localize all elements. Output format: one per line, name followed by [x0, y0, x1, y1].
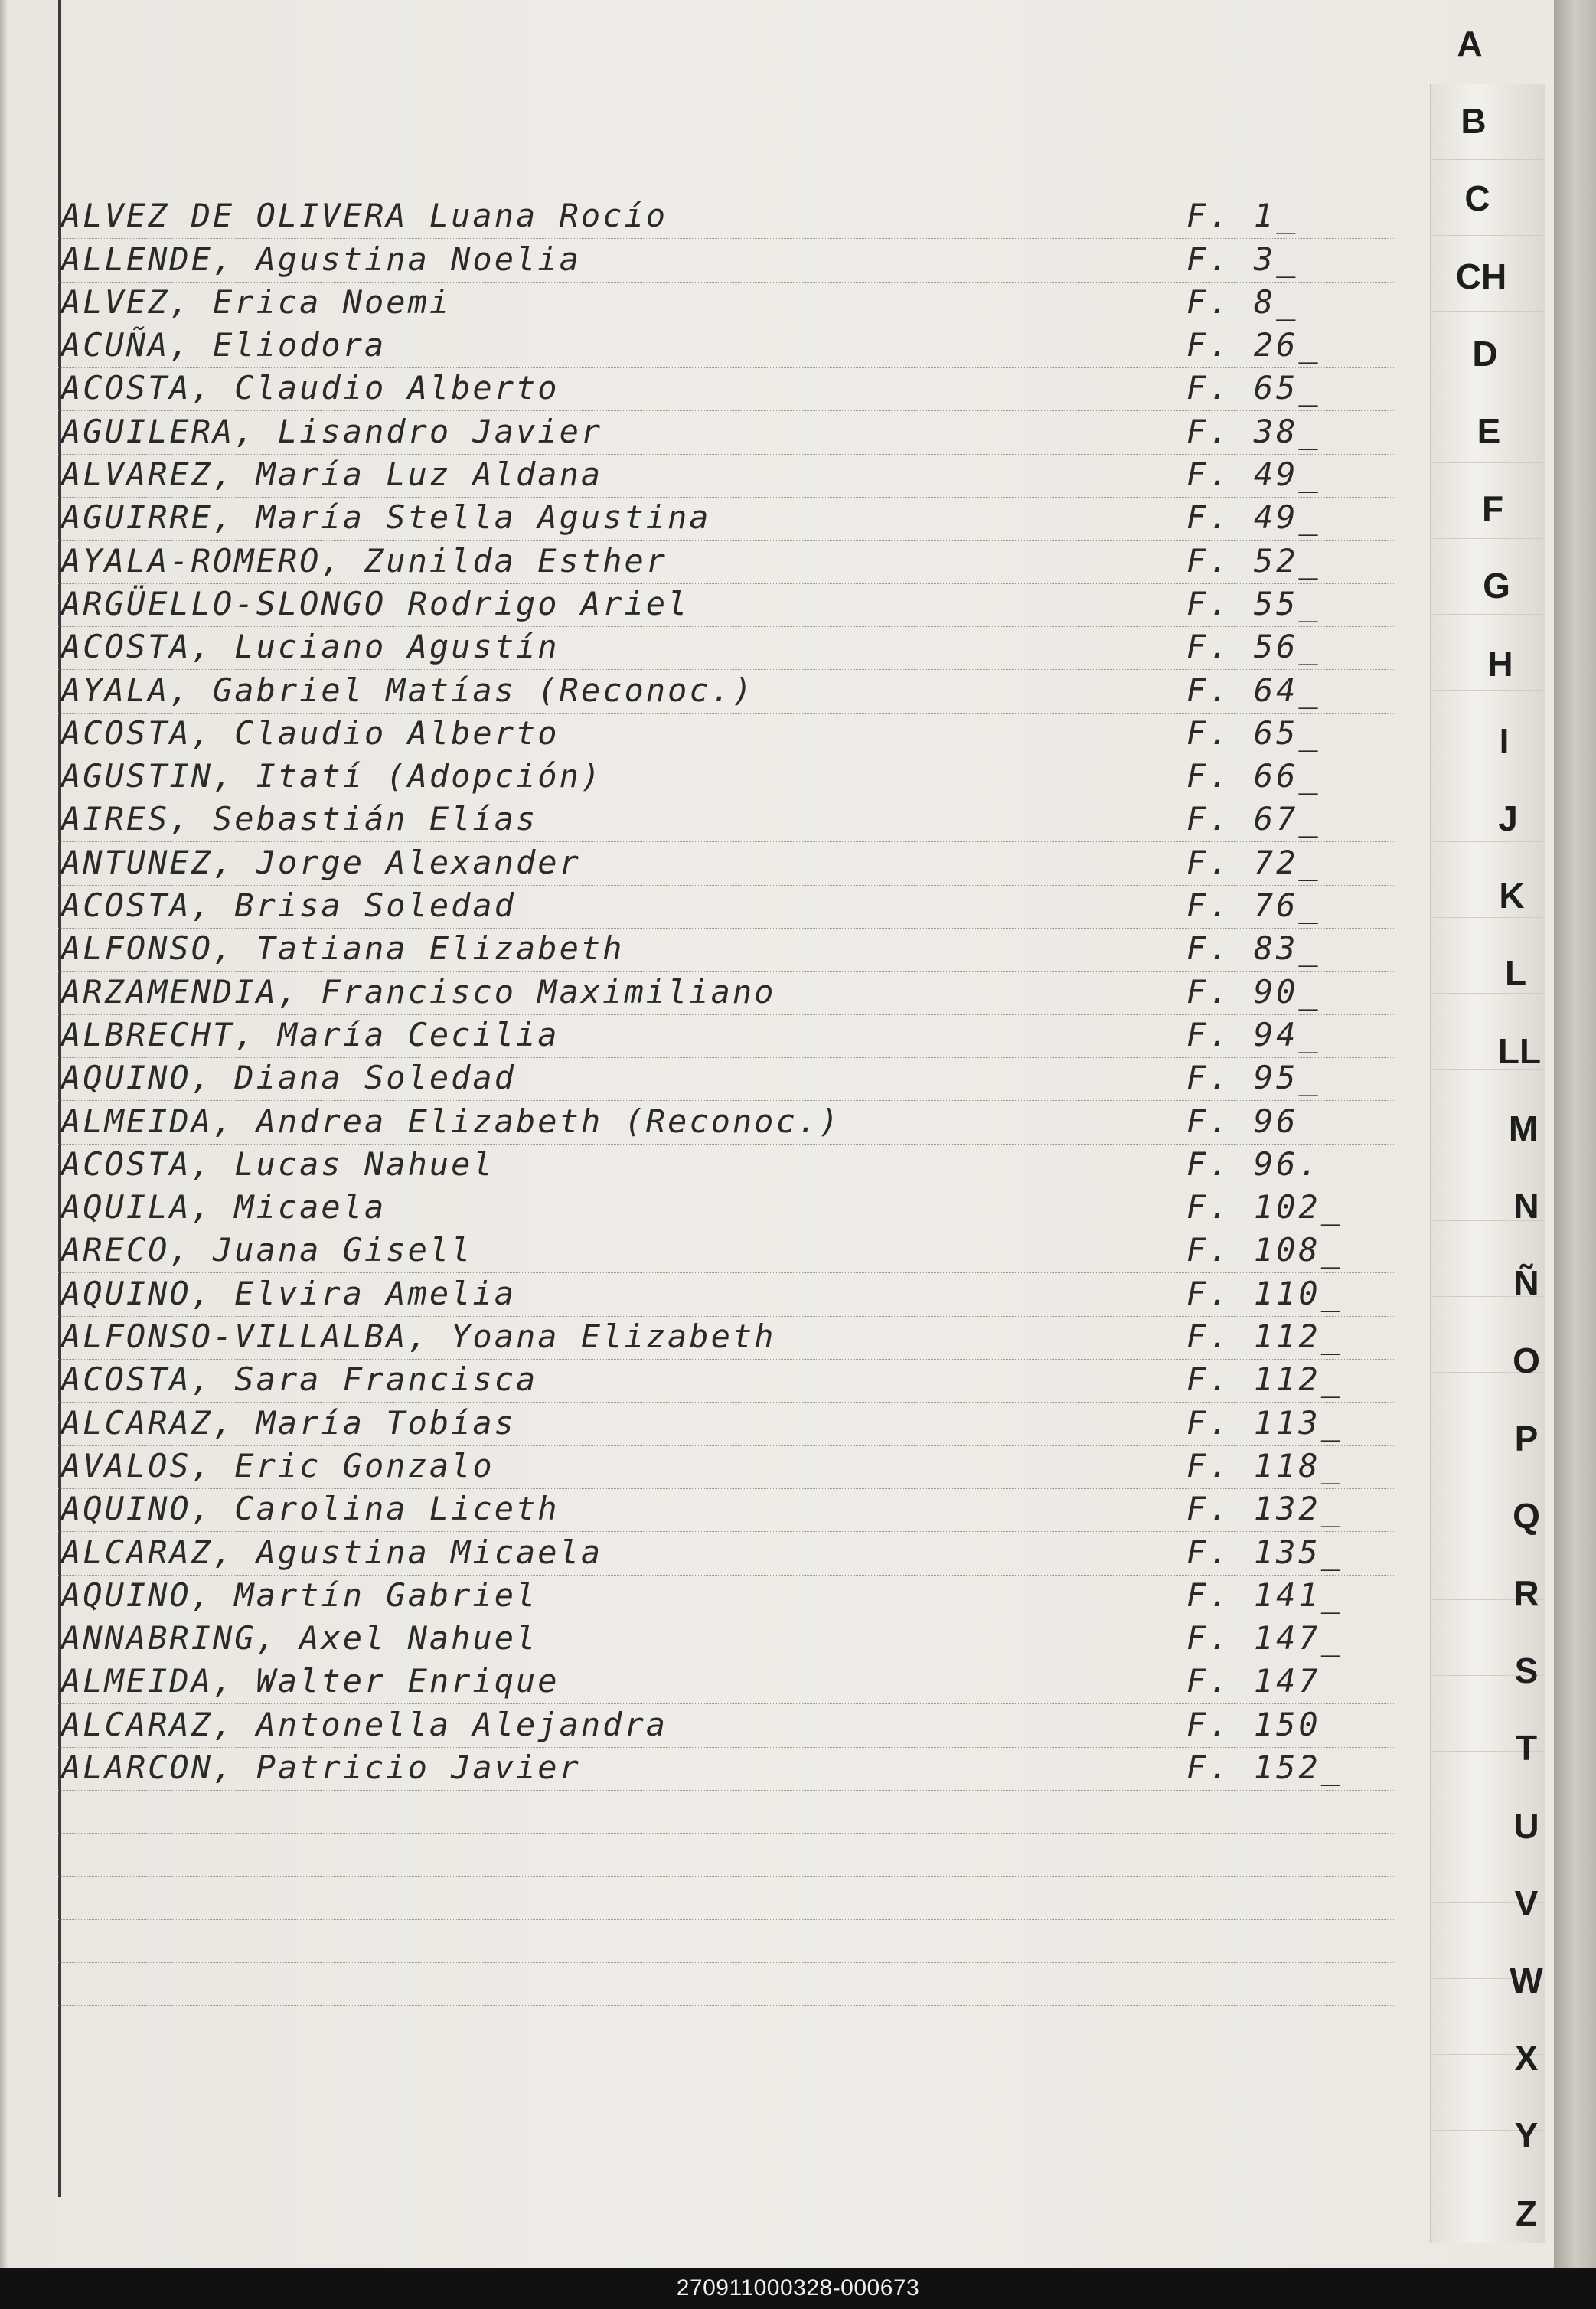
entry-name: ALFONSO, Tatiana Elizabeth: [61, 929, 625, 968]
entry-folio: F. 152_: [1186, 1748, 1344, 1786]
ledger-entry: [54, 1360, 1401, 1403]
entry-name: ALMEIDA, Walter Enrique: [61, 1662, 560, 1700]
index-tab-g[interactable]: G: [1483, 566, 1510, 606]
entry-name: ALARCON, Patricio Javier: [61, 1748, 581, 1786]
index-tab-m[interactable]: M: [1508, 1108, 1539, 1148]
index-tab-t[interactable]: T: [1515, 1728, 1538, 1768]
ledger-entry: [54, 886, 1401, 929]
ledger-entry: [54, 1618, 1401, 1661]
entry-name: ACOSTA, Sara Francisca: [61, 1360, 538, 1399]
entry-name: AIRES, Sebastián Elías: [61, 800, 538, 838]
ruled-line: [58, 2049, 1394, 2092]
ledger-entry: [54, 239, 1401, 282]
entry-name: AQUINO, Martín Gabriel: [61, 1576, 538, 1614]
entry-name: AGUSTIN, Itatí (Adopción): [61, 757, 603, 795]
ruled-line: [58, 1877, 1394, 1920]
entry-name: AQUINO, Elvira Amelia: [61, 1274, 517, 1312]
entry-name: ALCARAZ, María Tobías: [61, 1403, 517, 1442]
entry-folio: F. 110_: [1186, 1274, 1344, 1312]
entry-folio: F. 52_: [1186, 541, 1321, 580]
entry-folio: F. 96.: [1186, 1145, 1321, 1183]
entry-folio: F. 64_: [1186, 671, 1321, 709]
ledger-entry: [54, 1230, 1401, 1273]
entry-name: ANNABRING, Axel Nahuel: [61, 1619, 538, 1657]
entry-name: AGUILERA, Lisandro Javier: [61, 412, 603, 450]
entry-folio: F. 94_: [1186, 1015, 1321, 1053]
index-tab-a[interactable]: A: [1457, 24, 1483, 64]
entry-name: AQUILA, Micaela: [61, 1188, 387, 1226]
entry-name: ALLENDE, Agustina Noelia: [61, 240, 581, 278]
ruled-line: [58, 1791, 1394, 1834]
ledger-entry: [54, 1273, 1401, 1316]
index-tab-r[interactable]: R: [1513, 1573, 1539, 1613]
entry-folio: F. 102_: [1186, 1188, 1344, 1226]
ruled-line: [58, 1963, 1394, 2006]
entry-folio: F. 113_: [1186, 1403, 1344, 1442]
entry-folio: F. 90_: [1186, 972, 1321, 1011]
ledger-entry: [54, 196, 1401, 239]
entry-name: AYALA-ROMERO, Zunilda Esther: [61, 541, 668, 580]
image-id-bar: [0, 2268, 1596, 2309]
ledger-entry: [54, 325, 1401, 368]
entry-folio: F. 49_: [1186, 498, 1321, 537]
entry-folio: F. 112_: [1186, 1360, 1344, 1399]
ledger-entry: [54, 1748, 1401, 1791]
entry-folio: F. 108_: [1186, 1231, 1344, 1269]
ledger-entry: [54, 1317, 1401, 1360]
ledger-entry: [54, 584, 1401, 627]
entry-folio: F. 96: [1186, 1102, 1299, 1140]
entry-folio: F. 95_: [1186, 1059, 1321, 1097]
ledger-entry: [54, 1101, 1401, 1144]
entry-name: ACOSTA, Claudio Alberto: [61, 369, 560, 407]
index-tab-h[interactable]: H: [1487, 643, 1513, 684]
index-tab-p[interactable]: P: [1514, 1418, 1539, 1458]
ledger-entry: [54, 670, 1401, 713]
index-tab-q[interactable]: Q: [1513, 1495, 1540, 1536]
entry-name: ALFONSO-VILLALBA, Yoana Elizabeth: [61, 1318, 776, 1356]
entry-name: ALBRECHT, María Cecilia: [61, 1015, 560, 1053]
ledger-entry: [54, 1403, 1401, 1445]
index-tab-f[interactable]: F: [1481, 488, 1504, 529]
entry-name: ALVAREZ, María Luz Aldana: [61, 456, 603, 494]
index-tab-n[interactable]: N: [1513, 1186, 1539, 1226]
index-tab-d[interactable]: D: [1472, 333, 1498, 374]
ledger-entry: [54, 1058, 1401, 1101]
entry-name: ALVEZ, Erica Noemi: [61, 283, 452, 321]
entry-folio: F. 72_: [1186, 843, 1321, 881]
ledger-entry: [54, 1187, 1401, 1230]
index-tab-k[interactable]: K: [1499, 876, 1525, 916]
ledger-entry: [54, 1532, 1401, 1575]
entry-name: ACOSTA, Brisa Soledad: [61, 887, 517, 925]
ledger-entry: [54, 799, 1401, 842]
ledger-entry: [54, 972, 1401, 1014]
ruled-line: [58, 2006, 1394, 2049]
entry-name: AGUIRRE, María Stella Agustina: [61, 498, 711, 537]
entry-folio: F. 76_: [1186, 887, 1321, 925]
ledger-entry: [54, 1015, 1401, 1058]
index-tab-v[interactable]: V: [1514, 1883, 1539, 1923]
ledger-entry: [54, 1576, 1401, 1618]
ruled-line: [58, 1834, 1394, 1876]
page-edge-shadow: [0, 0, 8, 2268]
index-tab-j[interactable]: J: [1498, 799, 1518, 838]
ledger-entry: [54, 842, 1401, 885]
index-tab-ll[interactable]: LL: [1497, 1030, 1542, 1071]
index-tab-l[interactable]: L: [1504, 953, 1527, 994]
index-tab-u[interactable]: U: [1513, 1805, 1539, 1846]
entry-folio: F. 55_: [1186, 584, 1321, 622]
entry-name: ALVEZ DE OLIVERA Luana Rocío: [61, 197, 668, 235]
entry-folio: F. 26_: [1186, 326, 1321, 364]
ledger-entry: [54, 714, 1401, 756]
entry-folio: F. 67_: [1186, 800, 1321, 838]
ledger-entry: [54, 1661, 1401, 1704]
index-tab-e[interactable]: E: [1477, 411, 1501, 451]
entry-name: ACOSTA, Claudio Alberto: [61, 714, 560, 752]
entry-folio: F. 147_: [1186, 1619, 1344, 1657]
entry-folio: F. 1_: [1186, 197, 1299, 235]
entry-name: ALCARAZ, Agustina Micaela: [61, 1533, 603, 1571]
entry-name: ALCARAZ, Antonella Alejandra: [61, 1705, 668, 1743]
ledger-entry: [54, 1489, 1401, 1532]
ledger-entry: [54, 368, 1401, 411]
entry-folio: F. 56_: [1186, 628, 1321, 666]
entry-folio: F. 38_: [1186, 412, 1321, 450]
ledger-entry: [54, 1704, 1401, 1747]
entry-folio: F. 66_: [1186, 757, 1321, 795]
entry-name: ACUÑA, Eliodora: [61, 326, 387, 364]
book-binding: [1554, 0, 1596, 2268]
index-tab-enye[interactable]: Ñ: [1513, 1263, 1539, 1304]
entry-folio: F. 49_: [1186, 456, 1321, 494]
entry-name: AQUINO, Diana Soledad: [61, 1059, 517, 1097]
index-tab-i[interactable]: I: [1499, 720, 1510, 761]
index-tab-ch[interactable]: CH: [1455, 256, 1507, 296]
entry-folio: F. 65_: [1186, 714, 1321, 752]
entry-folio: F. 147: [1186, 1662, 1321, 1700]
entry-name: AYALA, Gabriel Matías (Reconoc.): [61, 671, 755, 709]
ledger-entry: [54, 283, 1401, 325]
entry-name: AVALOS, Eric Gonzalo: [61, 1446, 494, 1484]
entry-name: ARECO, Juana Gisell: [61, 1231, 473, 1269]
entry-folio: F. 83_: [1186, 929, 1321, 968]
entry-folio: F. 132_: [1186, 1490, 1344, 1528]
entry-name: ARGÜELLO-SLONGO Rodrigo Ariel: [61, 584, 690, 622]
entry-name: ANTUNEZ, Jorge Alexander: [61, 843, 581, 881]
index-tab-x[interactable]: X: [1514, 2038, 1539, 2079]
entry-name: AQUINO, Carolina Liceth: [61, 1490, 560, 1528]
entry-list: [54, 196, 1401, 1791]
entry-name: ALMEIDA, Andrea Elizabeth (Reconoc.): [61, 1102, 841, 1140]
entry-folio: F. 150: [1186, 1705, 1321, 1743]
ledger-entry: [54, 627, 1401, 670]
entry-folio: F. 118_: [1186, 1446, 1344, 1484]
ledger-entry: [54, 541, 1401, 583]
index-tab-w[interactable]: W: [1510, 1961, 1543, 2000]
image-id-label: 270911000328-000673: [676, 2275, 920, 2301]
entry-folio: F. 135_: [1186, 1533, 1344, 1571]
index-tab-o[interactable]: O: [1513, 1341, 1540, 1381]
index-tab-s[interactable]: S: [1514, 1651, 1539, 1691]
ledger-entry: [54, 1145, 1401, 1187]
index-tab-z[interactable]: Z: [1515, 2193, 1538, 2233]
entry-folio: F. 141_: [1186, 1576, 1344, 1614]
entry-name: ACOSTA, Luciano Agustín: [61, 628, 560, 666]
entry-folio: F. 8_: [1186, 283, 1299, 321]
ruled-line: [58, 1920, 1394, 1963]
entry-folio: F. 65_: [1186, 369, 1321, 407]
ledger-entry: [54, 929, 1401, 972]
entry-name: ACOSTA, Lucas Nahuel: [61, 1145, 494, 1183]
ledger-entry: [54, 455, 1401, 498]
alphabet-index-tabs: [1387, 0, 1554, 2268]
entry-name: ARZAMENDIA, Francisco Maximiliano: [61, 972, 776, 1011]
ledger-entry: [54, 411, 1401, 454]
ledger-entry: [54, 498, 1401, 541]
entry-folio: F. 3_: [1186, 240, 1299, 278]
entry-folio: F. 112_: [1186, 1318, 1344, 1356]
index-tab-y[interactable]: Y: [1514, 2115, 1539, 2156]
index-tab-c[interactable]: C: [1464, 178, 1490, 219]
ledger-entry: [54, 1446, 1401, 1489]
index-tab-b[interactable]: B: [1461, 101, 1487, 142]
ledger-entry: [54, 756, 1401, 799]
